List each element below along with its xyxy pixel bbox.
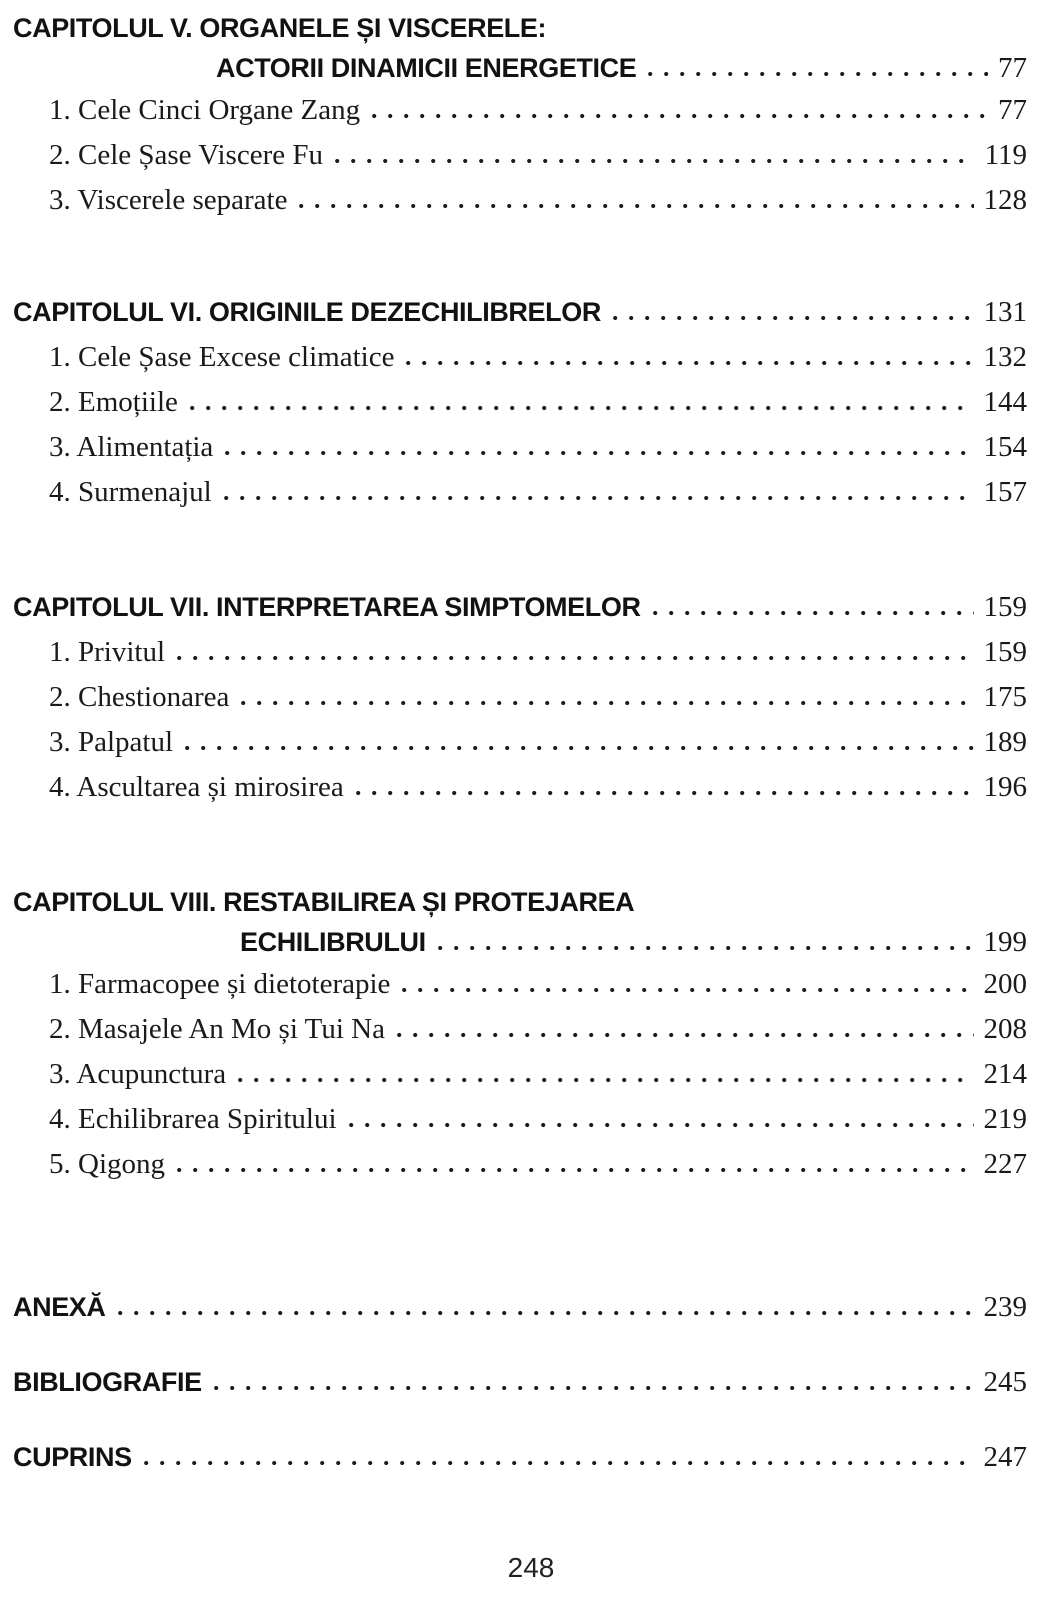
- toc-entry-label: 1. Farmacopee și dietoterapie: [49, 968, 391, 1000]
- toc-entry-row: [13, 1007, 1027, 1052]
- page-number: 227: [983, 1148, 1027, 1180]
- back-matter-label: ANEXĂ: [13, 1292, 106, 1322]
- toc-entry-row: [13, 1142, 1027, 1187]
- page-number: 208: [983, 1013, 1027, 1045]
- dot-leader: [299, 203, 973, 209]
- toc-entry-row: [13, 133, 1027, 178]
- page-number: 119: [984, 139, 1027, 171]
- toc-entry-row: [13, 1052, 1027, 1097]
- toc-entry-label: 5. Qigong: [49, 1148, 165, 1180]
- toc-entry-label: 3. Acupunctura: [49, 1058, 227, 1090]
- dot-leader: [356, 790, 974, 796]
- back-matter-label: BIBLIOGRAFIE: [13, 1367, 202, 1397]
- page-number: 77: [998, 94, 1027, 126]
- chapter-heading-row: [13, 922, 1027, 962]
- dot-leader: [402, 987, 973, 993]
- dot-leader: [613, 315, 974, 321]
- toc-entry-row: [13, 470, 1027, 515]
- toc-back-matter: [13, 1285, 1027, 1480]
- page-number: 77: [998, 52, 1027, 84]
- dot-leader: [406, 360, 973, 366]
- page-number: 247: [983, 1441, 1027, 1473]
- toc-entry-label: 3. Viscerele separate: [49, 184, 288, 216]
- toc-entry-label: 2. Cele Șase Viscere Fu: [49, 139, 323, 171]
- chapter-heading-row: [13, 290, 1027, 335]
- page-number: 200: [983, 968, 1027, 1000]
- toc-entry-row: [13, 962, 1027, 1007]
- chapter-heading-row: [13, 882, 1027, 922]
- page-number: 199: [983, 926, 1027, 958]
- back-matter-label: CUPRINS: [13, 1442, 132, 1472]
- dot-leader: [144, 1460, 974, 1466]
- dot-leader: [118, 1310, 974, 1316]
- dot-leader: [177, 655, 973, 661]
- folio-page-number: 248: [507, 1552, 555, 1583]
- page-number: 131: [983, 296, 1027, 328]
- dot-leader: [241, 700, 973, 706]
- page-number: 132: [983, 341, 1027, 373]
- toc-section-chapter-8: [13, 882, 1027, 1187]
- dot-leader: [225, 450, 973, 456]
- page-number: 175: [983, 681, 1027, 713]
- chapter-heading-text: CAPITOLUL V. ORGANELE ȘI VISCERELE:: [13, 13, 547, 43]
- toc-entry-label: 4. Ascultarea și mirosirea: [49, 771, 344, 803]
- toc-entry-row: [13, 380, 1027, 425]
- dot-leader: [190, 405, 974, 411]
- toc-entry-row: [13, 1097, 1027, 1142]
- chapter-heading-text: ECHILIBRULUI: [240, 927, 426, 957]
- page-number: 154: [983, 431, 1027, 463]
- toc-entry-row: [13, 765, 1027, 810]
- page-number: 196: [983, 771, 1027, 803]
- toc-entry-bibliografie: [13, 1360, 1027, 1405]
- toc-entry-label: 3. Palpatul: [49, 726, 174, 758]
- page-number: 214: [983, 1058, 1027, 1090]
- chapter-heading-row: [13, 8, 1027, 48]
- page-number: 159: [983, 591, 1027, 623]
- toc-entry-label: 1. Privitul: [49, 636, 166, 668]
- dot-leader: [653, 610, 974, 616]
- toc-entry-row: [13, 425, 1027, 470]
- toc-entry-cuprins: [13, 1435, 1027, 1480]
- page-number: 189: [983, 726, 1027, 758]
- page-number: 245: [983, 1366, 1027, 1398]
- page-number: 157: [983, 476, 1027, 508]
- toc-section-chapter-5: [13, 8, 1027, 223]
- dot-leader: [214, 1385, 974, 1391]
- toc-entry-label: 3. Alimentația: [49, 431, 214, 463]
- chapter-heading-text: CAPITOLUL VIII. RESTABILIREA ȘI PROTEJAREA: [13, 887, 635, 917]
- dot-leader: [372, 113, 988, 119]
- dot-leader: [397, 1032, 974, 1038]
- toc-entry-label: 4. Surmenajul: [49, 476, 212, 508]
- chapter-heading-row: [13, 48, 1027, 88]
- page-number: 128: [983, 184, 1027, 216]
- toc-entry-label: 2. Masajele An Mo și Tui Na: [49, 1013, 385, 1045]
- toc-section-chapter-7: [13, 585, 1027, 810]
- toc-entry-row: [13, 630, 1027, 675]
- chapter-heading-text: ACTORII DINAMICII ENERGETICE: [216, 53, 637, 83]
- toc-entry-row: [13, 88, 1027, 133]
- dot-leader: [185, 745, 973, 751]
- dot-leader: [438, 945, 974, 951]
- toc-entry-label: 4. Echilibrarea Spiritului: [49, 1103, 337, 1135]
- dot-leader: [177, 1167, 974, 1173]
- page-number: 159: [983, 636, 1027, 668]
- toc-section-chapter-6: [13, 290, 1027, 515]
- page-number: 144: [983, 386, 1027, 418]
- toc-entry-anexa: [13, 1285, 1027, 1330]
- toc-entry-row: [13, 675, 1027, 720]
- toc-entry-label: 1. Cele Cinci Organe Zang: [49, 94, 361, 126]
- toc-entry-row: [13, 178, 1027, 223]
- chapter-heading-text: CAPITOLUL VII. INTERPRETAREA SIMPTOMELOR: [13, 592, 641, 622]
- page-number: 219: [983, 1103, 1027, 1135]
- toc-entry-label: 2. Chestionarea: [49, 681, 230, 713]
- toc-entry-label: 1. Cele Șase Excese climatice: [49, 341, 395, 373]
- page-number: 239: [983, 1291, 1027, 1323]
- toc-entry-row: [13, 335, 1027, 380]
- dot-leader: [349, 1122, 974, 1128]
- chapter-heading-text: CAPITOLUL VI. ORIGINILE DEZECHILIBRELOR: [13, 297, 601, 327]
- dot-leader: [238, 1077, 973, 1083]
- dot-leader: [648, 71, 988, 77]
- dot-leader: [335, 158, 975, 164]
- toc-entry-row: [13, 720, 1027, 765]
- chapter-heading-row: [13, 585, 1027, 630]
- dot-leader: [224, 495, 974, 501]
- toc-entry-label: 2. Emoțiile: [49, 386, 178, 418]
